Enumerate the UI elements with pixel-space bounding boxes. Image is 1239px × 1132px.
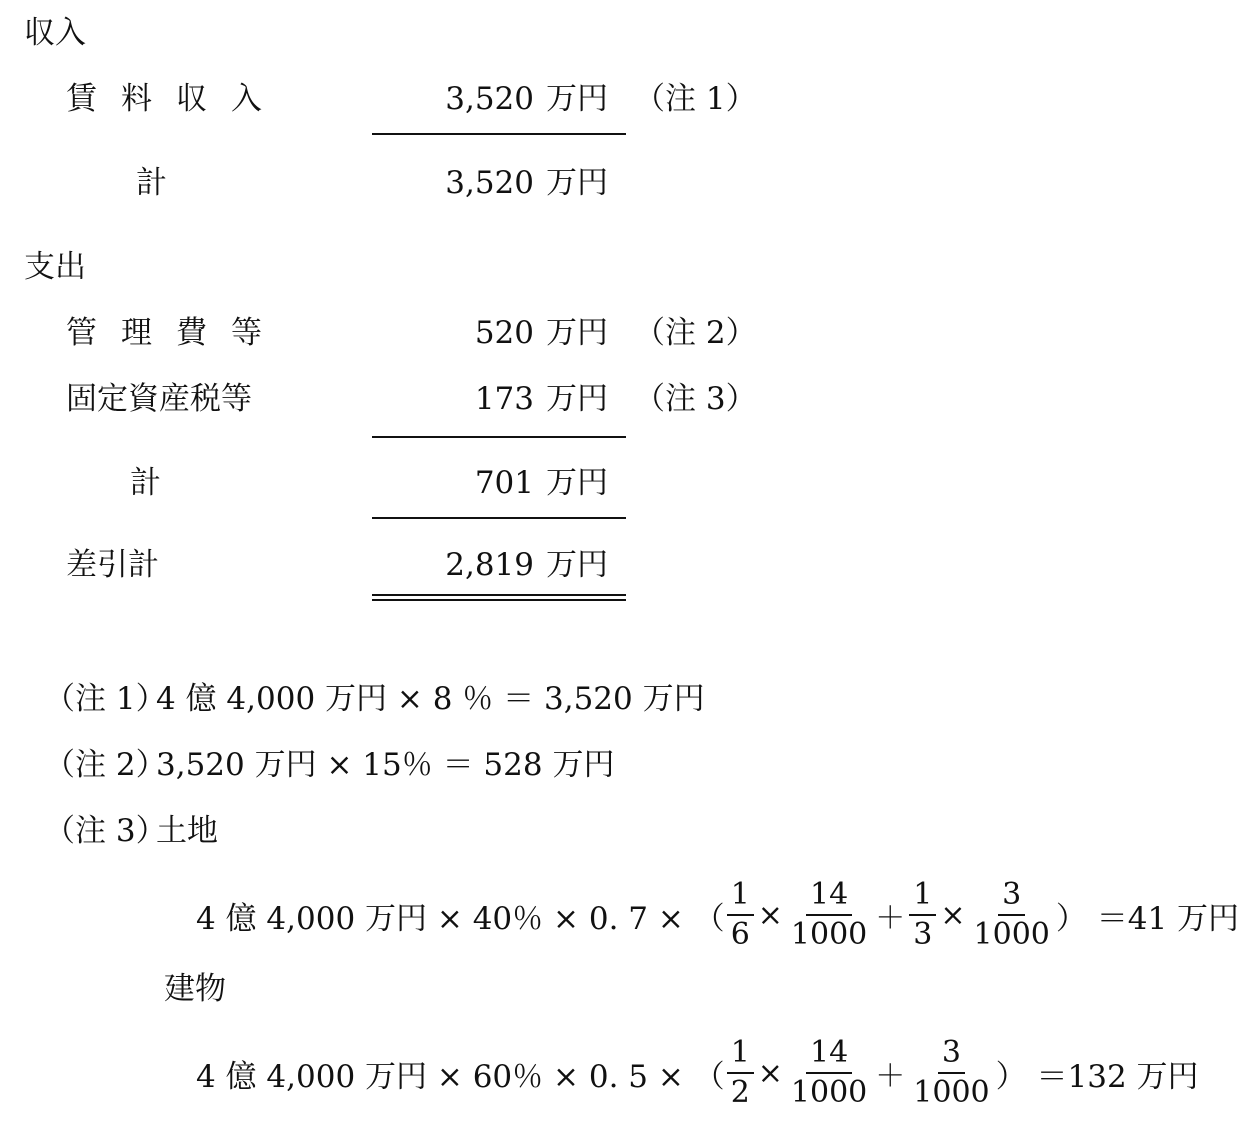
land-fraction-3-numerator: 1	[909, 880, 936, 916]
management-fee-unit: 万円	[546, 315, 608, 351]
building-formula-suffix: ） ＝132 万円	[995, 1058, 1199, 1095]
building-formula-prefix: 4 億 4,000 万円 × 60％ × 0. 5 × （	[196, 1058, 725, 1095]
land-formula-suffix: ） ＝41 万円	[1055, 900, 1239, 937]
rent-income-unit: 万円	[546, 81, 608, 117]
land-fraction-4-numerator: 3	[998, 880, 1025, 916]
net-double-rule	[372, 594, 626, 601]
expense-total-unit: 万円	[546, 465, 608, 501]
building-fraction-2-denominator: 1000	[790, 1075, 868, 1110]
rent-income-label: 賃料収入	[66, 81, 286, 117]
note3-building-label: 建物	[164, 971, 226, 1007]
land-times-1: ×	[757, 897, 783, 933]
land-fraction-2	[787, 877, 871, 952]
net-unit: 万円	[546, 547, 608, 583]
land-fraction-1	[727, 877, 754, 952]
expense-total-value: 701	[474, 465, 534, 501]
building-fraction-3-numerator: 3	[938, 1038, 965, 1074]
income-total-unit: 万円	[546, 165, 608, 201]
land-fraction-1-denominator: 6	[730, 917, 750, 952]
note1-text: 4 億 4,000 万円 × 8 ％ ＝ 3,520 万円	[156, 681, 705, 717]
building-formula	[196, 1030, 1199, 1116]
income-heading: 収入	[24, 15, 86, 51]
management-fee-note: （注 2）	[634, 315, 757, 351]
land-fraction-1-numerator: 1	[727, 880, 754, 916]
building-times-1: ×	[757, 1055, 783, 1091]
building-fraction-3	[909, 1035, 993, 1110]
note1-label: （注 1）	[44, 681, 167, 717]
net-value: 2,819	[445, 547, 534, 583]
note3-land-label: 土地	[156, 813, 218, 849]
management-fee-label: 管理費等	[66, 315, 286, 351]
land-plus: ＋	[875, 901, 906, 936]
property-tax-label: 固定資産税等	[66, 381, 252, 417]
net-subtotal-rule	[372, 517, 626, 519]
building-fraction-3-denominator: 1000	[913, 1075, 990, 1110]
land-fraction-3	[909, 877, 936, 952]
management-fee-value: 520	[474, 315, 534, 351]
building-fraction-1	[727, 1035, 754, 1110]
land-fraction-4-denominator: 1000	[973, 917, 1050, 952]
income-total-value: 3,520	[445, 165, 534, 201]
land-fraction-2-numerator: 14	[806, 880, 852, 916]
land-fraction-3-denominator: 3	[913, 917, 933, 952]
property-tax-unit: 万円	[546, 381, 608, 417]
building-fraction-1-numerator: 1	[727, 1038, 754, 1074]
rent-income-value: 3,520	[445, 81, 534, 117]
net-label: 差引計	[66, 547, 159, 583]
building-fraction-2	[787, 1035, 871, 1110]
income-subtotal-rule	[372, 133, 626, 135]
note2-text: 3,520 万円 × 15％ ＝ 528 万円	[156, 747, 615, 783]
property-tax-note: （注 3）	[634, 381, 757, 417]
property-tax-value: 173	[474, 381, 534, 417]
income-total-label: 計	[136, 165, 167, 201]
land-formula-prefix: 4 億 4,000 万円 × 40％ × 0. 7 × （	[196, 900, 725, 937]
expense-total-label: 計	[130, 465, 161, 501]
land-fraction-2-denominator: 1000	[790, 917, 868, 952]
land-fraction-4	[970, 877, 1054, 952]
building-plus: ＋	[875, 1059, 906, 1094]
land-times-2: ×	[940, 897, 966, 933]
building-fraction-2-numerator: 14	[806, 1038, 852, 1074]
note2-label: （注 2）	[44, 747, 167, 783]
expense-subtotal-rule	[372, 436, 626, 438]
land-formula	[196, 872, 1239, 958]
rent-income-note: （注 1）	[634, 81, 757, 117]
building-fraction-1-denominator: 2	[730, 1075, 750, 1110]
note3-label: （注 3）	[44, 813, 167, 849]
expense-heading: 支出	[24, 249, 86, 285]
